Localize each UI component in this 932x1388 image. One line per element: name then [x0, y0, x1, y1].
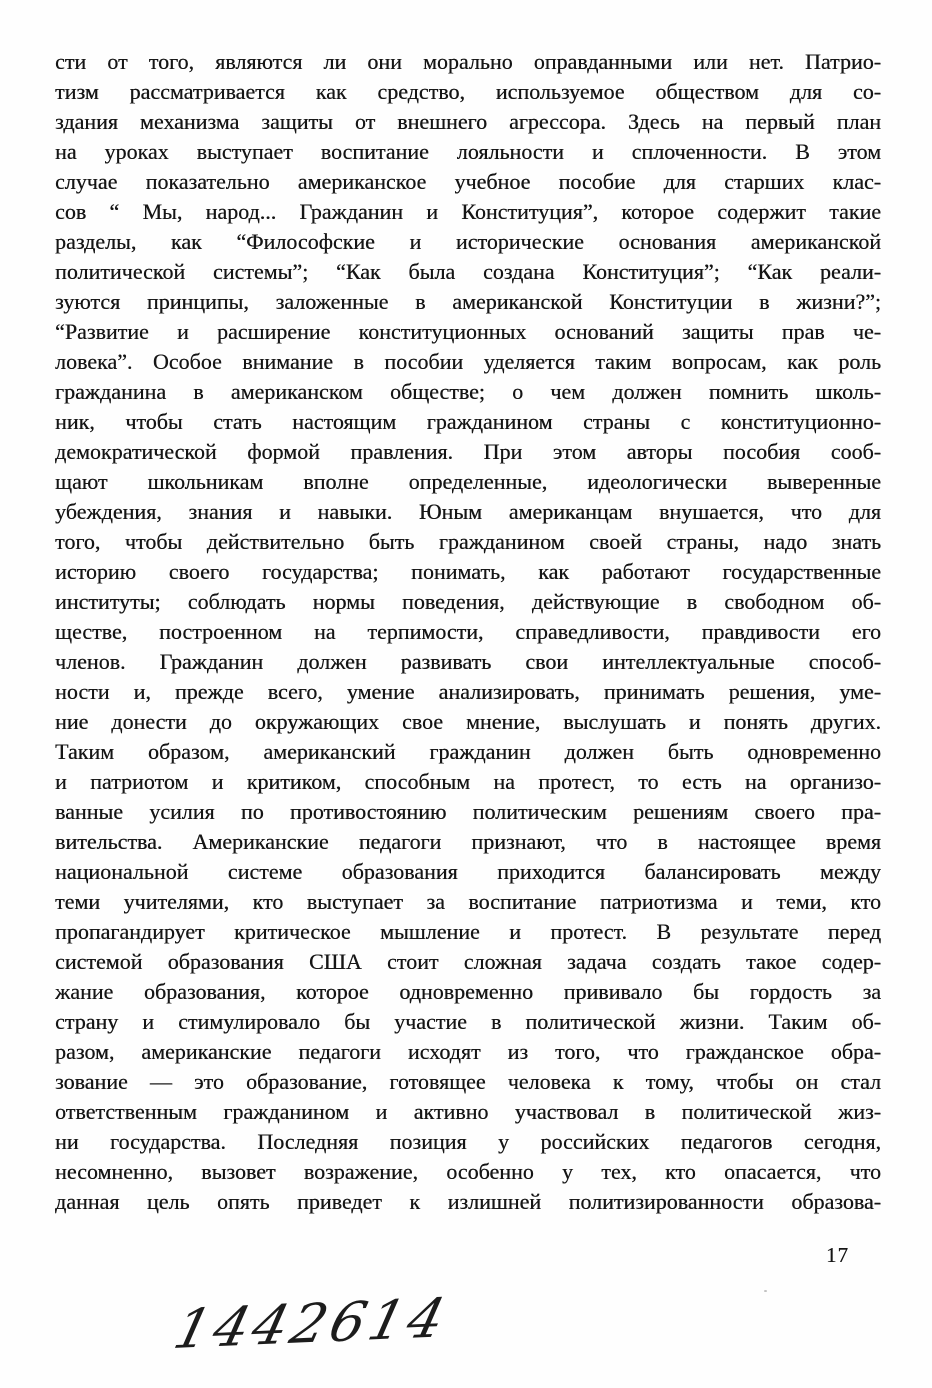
text-line: сов “ Мы, народ... Гражданин и Конституция”, которое содержит такие [55, 199, 881, 224]
text-line: тизм рассматривается как средство, используемое обществом для со- [55, 79, 881, 104]
text-line: сти от того, являются ли они морально оправданными или нет. Патрио- [55, 49, 881, 74]
text-line: национальной системе образования приходится балансировать между [55, 859, 881, 884]
text-line: ние донести до окружающих свое мнение, выслушать и понять других. [55, 709, 881, 734]
text-line: вительства. Американские педагоги признают, что в настоящее время [55, 829, 881, 854]
text-line: случае показательно американское учебное пособие для старших клас- [55, 169, 881, 194]
text-line: ник, чтобы стать настоящим гражданином страны с конституционно- [55, 409, 881, 434]
text-line: пропагандирует критическое мышление и протест. В результате перед [55, 919, 881, 944]
text-line: членов. Гражданин должен развивать свои интеллектуальные способ- [55, 649, 881, 674]
text-line: зование — это образование, готовящее человека к тому, чтобы он стал [55, 1069, 881, 1094]
text-line: разом, американские педагоги исходят из того, что гражданское обра- [55, 1039, 881, 1064]
text-line: институты; соблюдать нормы поведения, действующие в свободном об- [55, 589, 881, 614]
text-line: ни государства. Последняя позиция у российских педагогов сегодня, [55, 1129, 881, 1154]
text-line: на уроках выступает воспитание лояльности и сплоченности. В этом [55, 139, 881, 164]
text-line: историю своего государства; понимать, как работают государственные [55, 559, 881, 584]
text-line: демократической формой правления. При этом авторы пособия сооб- [55, 439, 881, 464]
handwritten-inventory-number: 1442614 [168, 1286, 455, 1361]
text-line: убеждения, знания и навыки. Юным американцам внушается, что для [55, 499, 881, 524]
text-line: Таким образом, американский гражданин должен быть одновременно [55, 739, 881, 764]
text-line: гражданина в американском обществе; о чем должен помнить школь- [55, 379, 881, 404]
text-line: щают школьникам вполне определенные, идеологически выверенные [55, 469, 881, 494]
text-line: “Развитие и расширение конституционных оснований защиты прав че- [55, 319, 881, 344]
text-line: ности и, прежде всего, умение анализировать, принимать решения, уме- [55, 679, 881, 704]
page-number: 17 [826, 1243, 849, 1267]
text-line: теми учителями, кто выступает за воспитание патриотизма и теми, кто [55, 889, 881, 914]
text-line: ловека”. Особое внимание в пособии уделяется таким вопросам, как роль [55, 349, 881, 374]
text-line: ществе, построенном на терпимости, справедливости, правдивости его [55, 619, 881, 644]
text-line: здания механизма защиты от внешнего агрессора. Здесь на первый план [55, 109, 881, 134]
text-line: того, чтобы действительно быть гражданином своей страны, надо знать [55, 529, 881, 554]
text-line: и патриотом и критиком, способным на протест, то есть на организо- [55, 769, 881, 794]
text-line: данная цель опять приведет к излишней политизированности образова- [55, 1189, 881, 1214]
body-text [55, 47, 881, 1217]
scan-speck-dot [764, 1290, 767, 1292]
text-line: страну и стимулировало бы участие в политической жизни. Таким об- [55, 1009, 881, 1034]
text-line: несомненно, вызовет возражение, особенно у тех, кто опасается, что [55, 1159, 881, 1184]
text-line: политической системы”; “Как была создана Конституция”; “Как реали- [55, 259, 881, 284]
text-line: ванные усилия по противостоянию политическим решениям своего пра- [55, 799, 881, 824]
text-line: системой образования США стоит сложная задача создать такое содер- [55, 949, 881, 974]
text-line: жание образования, которое одновременно прививало бы гордость за [55, 979, 881, 1004]
text-line: зуются принципы, заложенные в американской Конституции в жизни?”; [55, 289, 881, 314]
text-line: ответственным гражданином и активно участвовал в политической жиз- [55, 1099, 881, 1124]
text-line: разделы, как “Философские и исторические основания американской [55, 229, 881, 254]
